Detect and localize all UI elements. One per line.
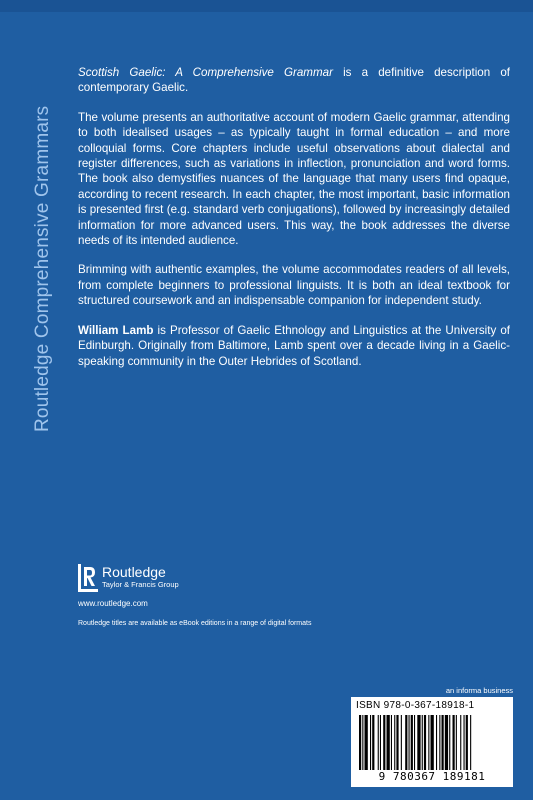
blurb-paragraph-intro [78,65,510,96]
publisher-name: Routledge [102,564,166,580]
author-name: William Lamb [78,323,154,337]
series-title: Routledge Comprehensive Grammars [32,105,53,432]
barcode-bar [460,715,461,770]
barcode-bar [422,715,423,770]
barcode-bar [401,715,402,770]
barcode-bar [365,715,368,770]
barcode-bar [391,715,392,770]
barcode-bar [436,715,437,770]
barcode-bar [414,715,415,770]
barcode-digits: 9 780367 189181 [378,770,486,783]
barcode-bar [464,715,465,770]
barcode-bar [431,715,434,770]
barcode-bar [409,715,410,770]
barcode-box [351,697,513,787]
barcode-bar [417,715,420,770]
barcode-bar [405,715,407,770]
barcode-bar [411,715,413,770]
barcode-bar [428,715,429,770]
barcode-bar [453,715,455,770]
blurb-text [78,65,510,383]
publisher-website[interactable]: www.routledge.com [78,599,148,608]
logo-text [102,564,179,589]
author-bio [78,323,510,369]
barcode-bar [439,715,440,770]
barcode-bar [372,715,374,770]
ebook-note: Routledge titles are available as eBook editions in a range of digital formats [78,620,312,627]
isbn-label: ISBN 978-0-367-18918-1 [356,700,475,711]
barcode-bar [449,715,450,770]
barcode-bar [442,715,444,770]
barcode-bar [380,715,381,770]
author-bio-text: is Professor of Gaelic Ethnology and Linguistics at the University of Edinburgh. Originally from Baltimore, Lamb spent over a decade living in a Gaelic-speaking community in the Outer Hebrides of Scotland. [78,323,511,368]
publisher-logo [78,564,179,592]
barcode-bar [383,715,385,770]
blurb-paragraph-description: The volume presents an authoritative account of modern Gaelic grammar, attending to both idealised usages – as typically taught in formal education – and more colloquial forms. Core chapters include useful observations about dialectal and register differences, such as variations in inflection, pronunciation and word forms. The book also demystifies nuances of the language that many users find opaque, according to recent research. In each chapter, the most important, basic information is presented first (e.g. standard verb conjugations), followed by increasingly detailed information for more advanced users. This way, the book addresses the diverse needs of its intended audience. [78,110,510,248]
barcode-bar [445,715,448,770]
routledge-r-logo-icon [78,564,98,592]
top-band [0,0,533,12]
barcode-bar [370,715,371,770]
book-title: Scottish Gaelic: A Comprehensive Grammar [78,66,333,79]
barcode-bar [387,715,390,770]
barcode-bar [424,715,426,770]
barcode-bar [466,715,468,770]
publisher-group: Taylor & Francis Group [102,580,179,589]
intro-rest: is a definitive description of contemporary Gaelic. [78,66,510,95]
barcode-bar [456,715,457,770]
barcode-bar [362,715,363,770]
barcode-bar [378,715,379,770]
informa-tagline: an informa business [445,686,513,695]
barcode-bar [359,715,361,770]
blurb-paragraph-examples: Brimming with authentic examples, the volume accommodates readers of all levels, from complete beginners to professional linguists. It is both an ideal textbook for structured coursework and an indispensable companion for independent study. [78,263,510,308]
barcode-bar [396,715,398,770]
barcode-bar [394,715,395,770]
barcode-bar [470,715,471,770]
barcode-graphic [359,715,505,770]
